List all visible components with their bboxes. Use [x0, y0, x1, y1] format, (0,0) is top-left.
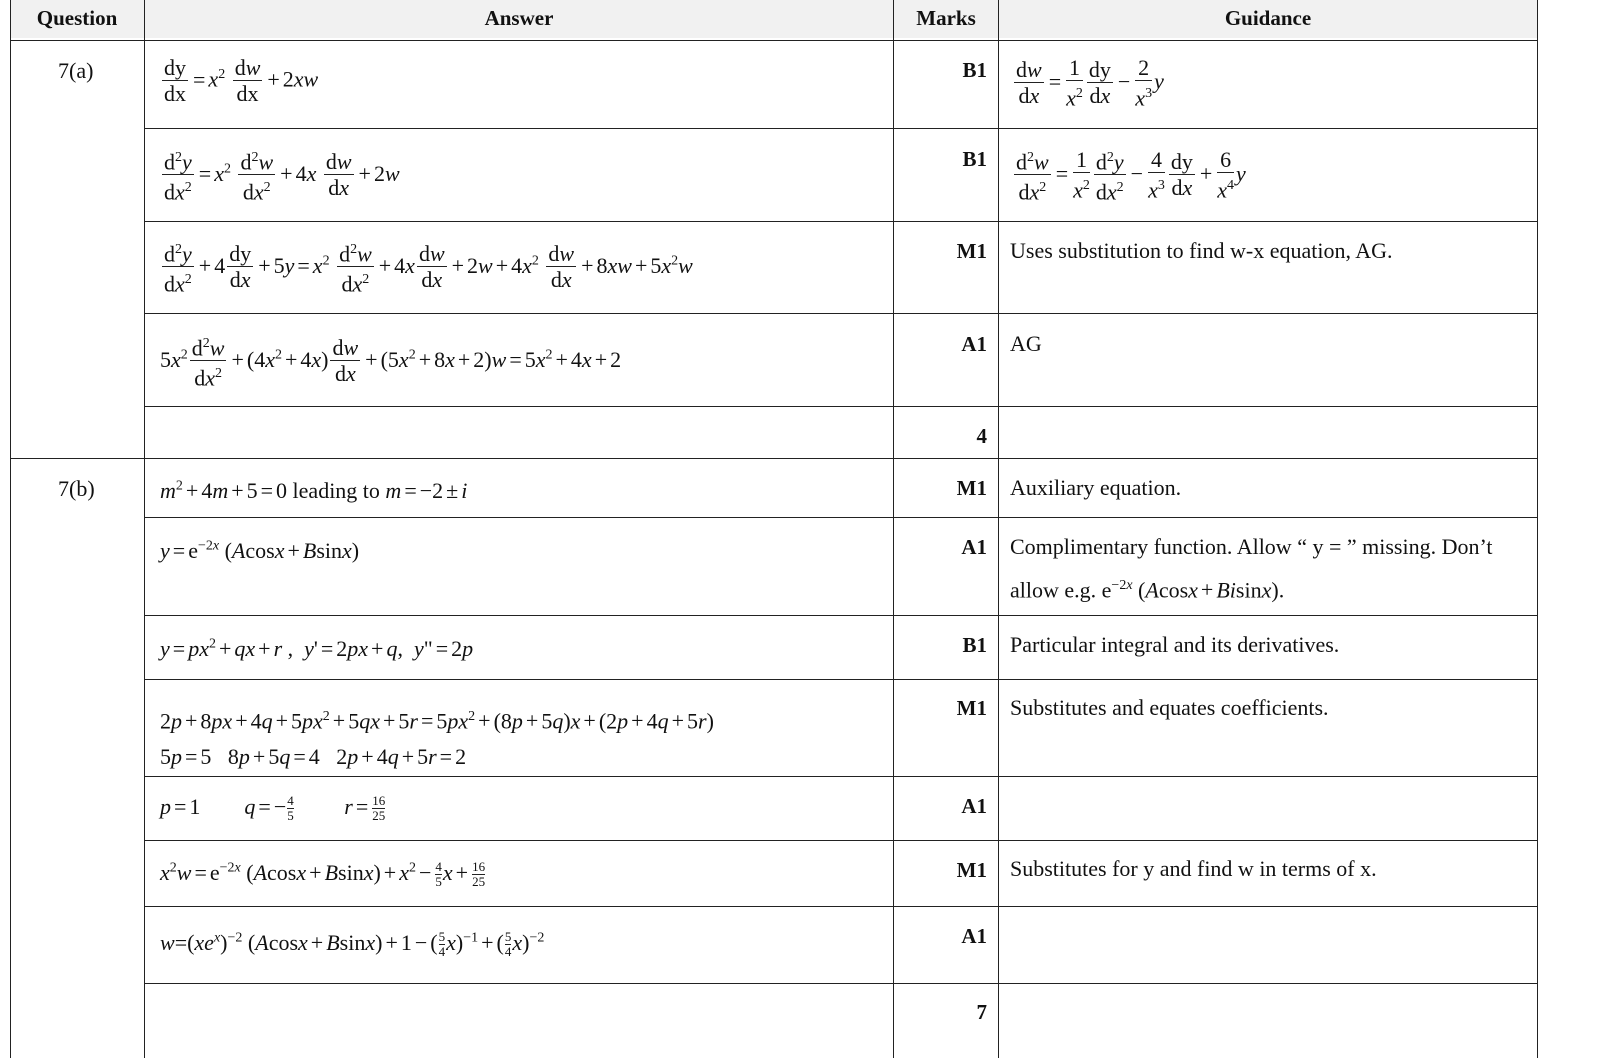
answer-7b-5: p = 1 q = − $\frac{4}{5}$ r = $\frac{16}{25}$ [160, 793, 386, 824]
question-label-7a: 7(a) [58, 58, 94, 83]
row-border [144, 313, 1538, 314]
mark-7a-3: M1 [956, 239, 987, 263]
guidance-7a-2: $\frac{d^2w}{dx^2}$ = $\frac{1}{x^2}$ $\frac{d^2y}{dx^2}$ − $\frac{4}{x^3}$ $\frac{dy}{dx}$ + $\frac{6}{x^4}$ y [1016, 147, 1246, 205]
mark-7b-total: 7 [976, 1000, 987, 1024]
row-border [144, 906, 1538, 907]
guidance-7b-2 [1010, 527, 1493, 609]
answer-7b-4: $2p + 8px + 4q + 5px^2 + 5qx + 5r = 5px^2 + (8p + 5q)x + (2p + 4q + 5r)$ 5p = 5 8p + 5q = 4 2p + 4q + 5r = 2 [160, 708, 714, 770]
col-border [998, 0, 999, 1058]
mark-7b-2: A1 [961, 535, 987, 559]
mark-7b-5: A1 [961, 794, 987, 818]
row-border [10, 458, 1538, 459]
row-border [144, 406, 1538, 407]
guidance-7a-3: Uses substitution to find w-x equation, AG. [1010, 238, 1393, 263]
row-border [144, 128, 1538, 129]
answer-7b-6: $x^2w = e^{-2x}$ $(Acosx + Bsinx) + x^2$ − $\frac{4}{5}$ x + $\frac{16}{25}$ [160, 859, 486, 890]
answer-7b-2: $y = e^{-2x}$ (Acosx + Bsinx) [160, 538, 360, 563]
col-border [10, 0, 11, 1058]
col-border [1537, 0, 1538, 1058]
answer-7b-1-text: leading to [292, 478, 380, 503]
mark-7a-total: 4 [976, 424, 987, 448]
answer-7b-3: $y = px^2$ + qx + r , y' = 2px + q, y" = 2p [160, 636, 474, 661]
row-border [144, 615, 1538, 616]
mark-7b-7: A1 [961, 924, 987, 948]
row-border [144, 221, 1538, 222]
answer-7a-4: $5x^2$ $\frac{d^2w}{dx^2}$ + $(4x^2 + 4x)$ $\frac{dw}{dx}$ + $(5x^2 + 8x + 2)w = 5x^2 + 4x + 2$ [160, 332, 621, 392]
col-border [144, 0, 145, 1058]
answer-7a-1: $\frac{dy}{dx}$ = $x^2$ $\frac{dw}{dx}$ + 2xw [164, 55, 319, 106]
guidance-7b-4: Substitutes and equates coefficients. [1010, 695, 1329, 720]
mark-7b-4: M1 [956, 696, 987, 720]
guidance-7b-2-line2: allow e.g. $e^{-2x}$ (Acosx + Bisinx). [1010, 577, 1285, 603]
mark-7a-4: A1 [961, 332, 987, 356]
guidance-7b-6: Substitutes for y and find w in terms of x. [1010, 856, 1377, 881]
mark-7a-2: B1 [962, 147, 987, 171]
row-border [144, 983, 1538, 984]
header-guidance: Guidance [999, 0, 1537, 38]
row-border [10, 40, 1538, 41]
header-question: Question [10, 0, 144, 38]
header-answer: Answer [145, 0, 893, 38]
question-label-7b: 7(b) [58, 476, 95, 501]
row-border [144, 840, 1538, 841]
header-marks: Marks [894, 0, 998, 38]
row-border [144, 776, 1538, 777]
mark-7b-6: M1 [956, 858, 987, 882]
guidance-7b-2-text: allow e.g. [1010, 577, 1097, 603]
mark-7b-1: M1 [956, 476, 987, 500]
guidance-7b-2-line1: Complimentary function. Allow “ y = ” missing. Don’t [1010, 534, 1493, 559]
answer-7a-3: $\frac{d^2y}{dx^2}$ + 4 $\frac{dy}{dx}$ + $5y = x^2$ $\frac{d^2w}{dx^2}$ + 4x $\frac{dw}{dx}$ + $2w + 4x^2$ $\frac{dw}{dx}$ + $8xw + 5x^2w$ [160, 238, 693, 298]
answer-7a-2: $\frac{d^2y}{dx^2}$ = $x^2$ $\frac{d^2w}{dx^2}$ + 4x $\frac{dw}{dx}$ + 2w [160, 146, 400, 206]
guidance-7a-4: AG [1010, 331, 1042, 356]
answer-7b-1: $m^2 + 4m + 5 = 0$ leading to m = −2 ± i [160, 478, 468, 503]
guidance-7a-1: $\frac{dw}{dx}$ = $\frac{1}{x^2}$ $\frac{dy}{dx}$ − $\frac{2}{x^3}$ y [1016, 55, 1164, 111]
row-border [144, 517, 1538, 518]
answer-7b-7: $w=(xe^x)^{-2}$ (Acosx + Bsinx) + 1 − ( $\frac{5}{4}$ x)$^{-1}$ + ( $\frac{5}{4}$ x)$^{-2}$ [160, 929, 545, 960]
mark-7a-1: B1 [962, 58, 987, 82]
guidance-7b-1: Auxiliary equation. [1010, 475, 1182, 500]
row-border [144, 679, 1538, 680]
mark-7b-3: B1 [962, 633, 987, 657]
guidance-7b-3: Particular integral and its derivatives. [1010, 632, 1340, 657]
